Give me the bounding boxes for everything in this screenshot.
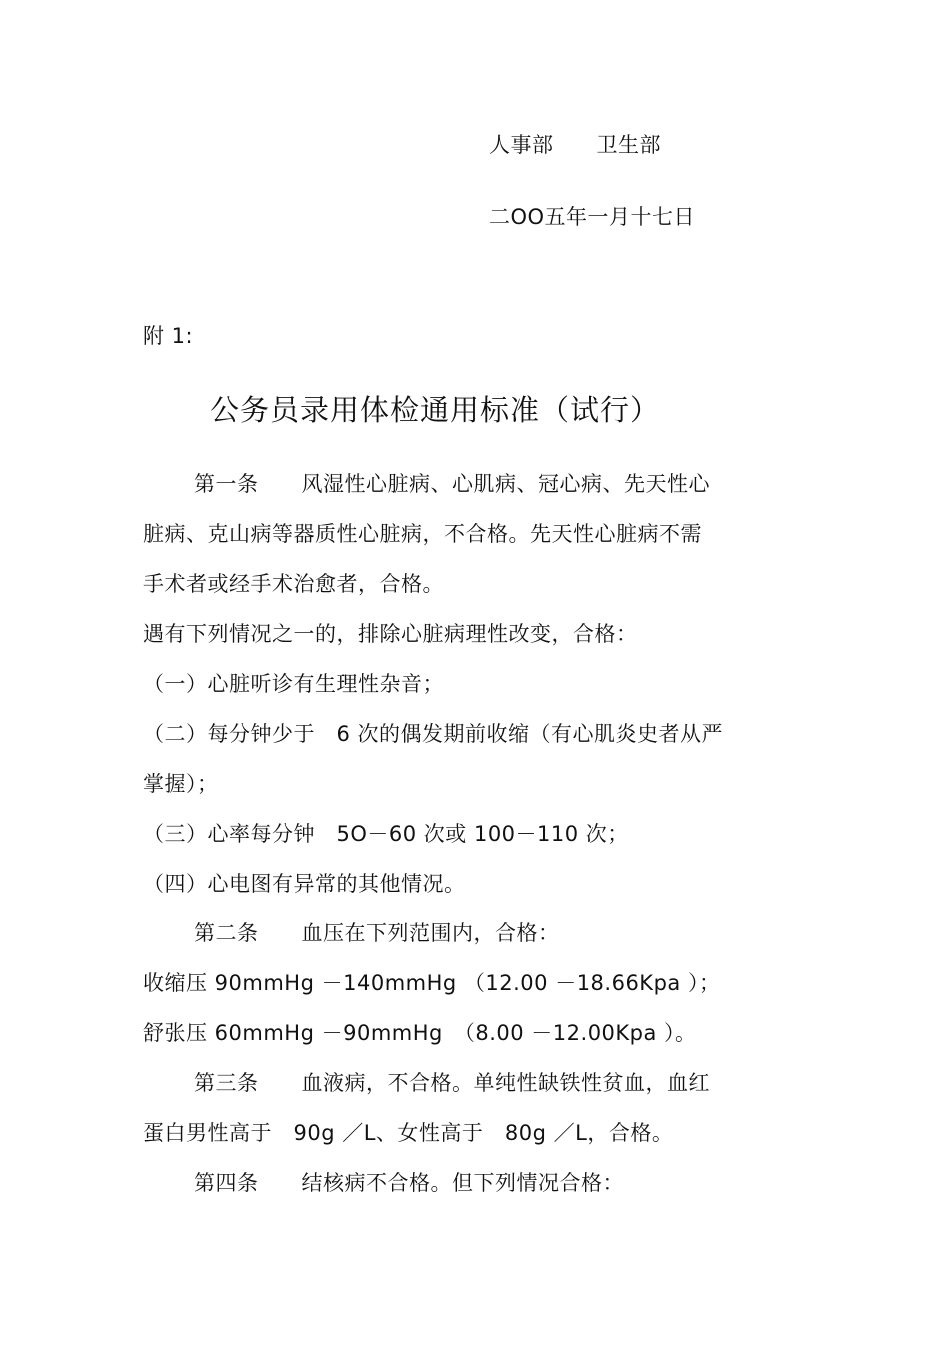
exception-item-2-cont: 掌握）；	[143, 772, 219, 796]
article-1-line-3: 手术者或经手术治愈者，合格。	[143, 572, 444, 596]
exception-item-2: （二）每分钟少于 6 次的偶发期前收缩（有心肌炎史者从严	[143, 722, 724, 746]
article-2-line-1: 第二条 血压在下列范围内，合格：	[194, 921, 560, 945]
article-1-exceptions-intro: 遇有下列情况之一的，排除心脏病理性改变，合格：	[143, 622, 638, 646]
article-3-line-2: 蛋白男性高于 90g ／L、女性高于 80g ／L，合格。	[143, 1121, 674, 1145]
diastolic-pressure-range: 舒张压 60mmHg －90mmHg （8.00 －12.00Kpa ）。	[143, 1021, 697, 1045]
article-4-line-1: 第四条 结核病不合格。但下列情况合格：	[194, 1171, 624, 1195]
article-1-line-2: 脏病、克山病等器质性心脏病，不合格。先天性心脏病不需	[143, 522, 702, 546]
article-1-line-1: 第一条 风湿性心脏病、心肌病、冠心病、先天性心	[194, 472, 710, 496]
exception-item-1: （一）心脏听诊有生理性杂音；	[143, 672, 444, 696]
document-title: 公务员录用体检通用标准（试行）	[210, 393, 661, 427]
signature-date: 二OO五年一月十七日	[489, 205, 696, 229]
exception-item-3: （三）心率每分钟 5O－60 次或 100－110 次；	[143, 822, 629, 846]
attachment-label: 附 1:	[143, 324, 194, 348]
systolic-pressure-range: 收缩压 90mmHg －140mmHg （12.00 －18.66Kpa ）；	[143, 971, 721, 995]
article-3-line-1: 第三条 血液病，不合格。单纯性缺铁性贫血，血红	[194, 1071, 710, 1095]
exception-item-4: （四）心电图有异常的其他情况。	[143, 872, 466, 896]
signature-departments: 人事部 卫生部	[489, 133, 661, 157]
